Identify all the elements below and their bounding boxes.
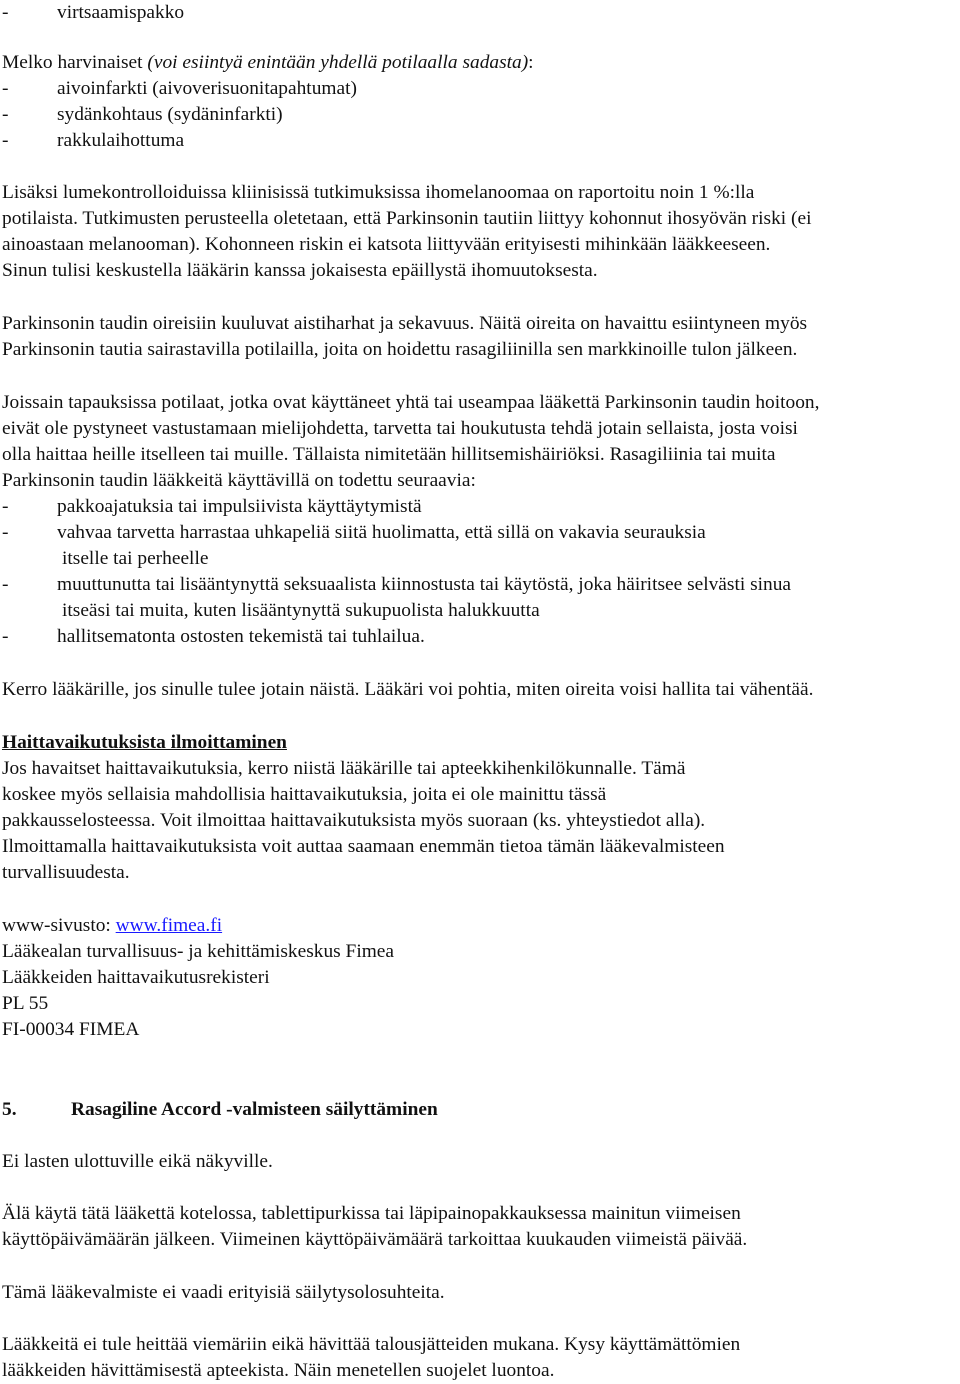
section-number: 5.	[2, 1099, 17, 1120]
list-item: pakkoajatuksia tai impulsiivista käyttäytymistä	[57, 496, 422, 517]
list-item: virtsaamispakko	[57, 2, 185, 23]
paragraph-line: pakkausselosteessa. Voit ilmoittaa haittavaikutuksista myös suoraan (ks. yhteystiedot alla).	[2, 810, 706, 831]
reporting-heading: Haittavaikutuksista ilmoittaminen	[2, 732, 287, 753]
list-item: aivoinfarkti (aivoverisuonitapahtumat)	[57, 78, 357, 99]
list-item: vahvaa tarvetta harrastaa uhkapeliä siitä huolimatta, että sillä on vakavia seurauksia	[57, 522, 706, 543]
paragraph-line: Jos havaitset haittavaikutuksia, kerro niistä lääkärille tai apteekkihenkilökunnalle. Tämä	[2, 758, 686, 779]
website-label: www-sivusto:	[2, 915, 116, 936]
section-title: Rasagiline Accord -valmisteen säilyttäminen	[71, 1099, 438, 1120]
list-item: muuttunutta tai lisääntynyttä seksuaalista kiinnostusta tai käytöstä, joka häiritsee selvästi sinua	[57, 574, 792, 595]
paragraph-line: Ei lasten ulottuville eikä näkyville.	[2, 1151, 273, 1172]
paragraph-line: Sinun tulisi keskustella lääkärin kanssa jokaisesta epäillystä ihomuutoksesta.	[2, 260, 598, 281]
address-line: Lääkealan turvallisuus- ja kehittämiskeskus Fimea	[2, 941, 395, 962]
frequency-label: Melko harvinaiset	[2, 52, 143, 73]
paragraph-line: Tämä lääkevalmiste ei vaadi erityisiä säilytysolosuhteita.	[2, 1282, 445, 1303]
list-item: hallitsematonta ostosten tekemistä tai tuhlailua.	[57, 626, 425, 647]
list-item-continuation: itselle tai perheelle	[62, 548, 209, 569]
paragraph-line: Lisäksi lumekontrolloiduissa kliinisissä tutkimuksissa ihomelanoomaa on raportoitu noin 1 %:lla	[2, 182, 755, 203]
paragraph-line: Ilmoittamalla haittavaikutuksista voit auttaa saamaan enemmän tietoa tämän lääkevalmisteen	[2, 836, 725, 857]
address-line: FI-00034 FIMEA	[2, 1019, 140, 1040]
address-line: PL 55	[2, 993, 49, 1014]
address-line: Lääkkeiden haittavaikutusrekisteri	[2, 967, 270, 988]
list-item: rakkulaihottuma	[57, 130, 185, 151]
paragraph-line: lääkkeiden hävittämisestä apteekista. Näin menetellen suojelet luontoa.	[2, 1360, 555, 1381]
paragraph-line: ainoastaan melanooman). Kohonneen riskin ei katsota liittyvään erityisesti mihinkään lääkkeeseen.	[2, 234, 771, 255]
advice-text: Kerro lääkärille, jos sinulle tulee jotain näistä. Lääkäri voi pohtia, miten oireita voisi hallita tai vähentää.	[2, 679, 814, 700]
list-item-continuation: itseäsi tai muita, kuten lisääntynyttä sukupuolista halukkuutta	[62, 600, 540, 621]
paragraph-line: eivät ole pystyneet vastustamaan mielijohdetta, tarvetta tai houkutusta tehdä jotain sellaista, josta voisi	[2, 418, 798, 439]
paragraph-line: turvallisuudesta.	[2, 862, 130, 883]
list-dash: -	[2, 2, 9, 23]
paragraph-line: Parkinsonin taudin oireisiin kuuluvat aistiharhat ja sekavuus. Näitä oireita on havaittu esiintyneen myös	[2, 313, 808, 334]
paragraph-line: Joissain tapauksissa potilaat, jotka ovat käyttäneet yhtä tai useampaa lääkettä Parkinsonin taudin hoitoon,	[2, 392, 820, 413]
paragraph-line: koskee myös sellaisia mahdollisia haittavaikutuksia, joita ei ole mainittu tässä	[2, 784, 607, 805]
paragraph-line: potilaista. Tutkimusten perusteella oletetaan, että Parkinsonin tautiin liittyy kohonnut ihosyövän riski (ei	[2, 208, 812, 229]
frequency-note: (voi esiintyä enintään yhdellä potilaalla sadasta)	[147, 52, 529, 73]
paragraph-line: olla haittaa heille itselleen tai muille. Tällaista nimitetään hillitsemishäiriöksi. Rasagiliinia tai muita	[2, 444, 776, 465]
paragraph-line: Parkinsonin tautia sairastavilla potilailla, joita on hoidettu rasagiliinilla sen markkinoille tulon jälkeen.	[2, 339, 798, 360]
list-item: sydänkohtaus (sydäninfarkti)	[57, 104, 283, 125]
frequency-heading: Melko harvinaiset (voi esiintyä enintään yhdellä potilaalla sadasta):	[2, 52, 534, 73]
fimea-website-link[interactable]: www.fimea.fi	[115, 915, 223, 936]
website-line	[2, 913, 222, 939]
paragraph-line: käyttöpäivämäärän jälkeen. Viimeinen käyttöpäivämäärä tarkoittaa kuukauden viimeistä päivää.	[2, 1229, 748, 1250]
paragraph-line: Älä käytä tätä lääkettä kotelossa, tablettipurkissa tai läpipainopakkauksessa mainitun viimeisen	[2, 1203, 741, 1224]
paragraph-line: Parkinsonin taudin lääkkeitä käyttävillä on todettu seuraavia:	[2, 470, 476, 491]
paragraph-line: Lääkkeitä ei tule heittää viemäriin eikä hävittää talousjätteiden mukana. Kysy käyttämättömien	[2, 1334, 741, 1355]
